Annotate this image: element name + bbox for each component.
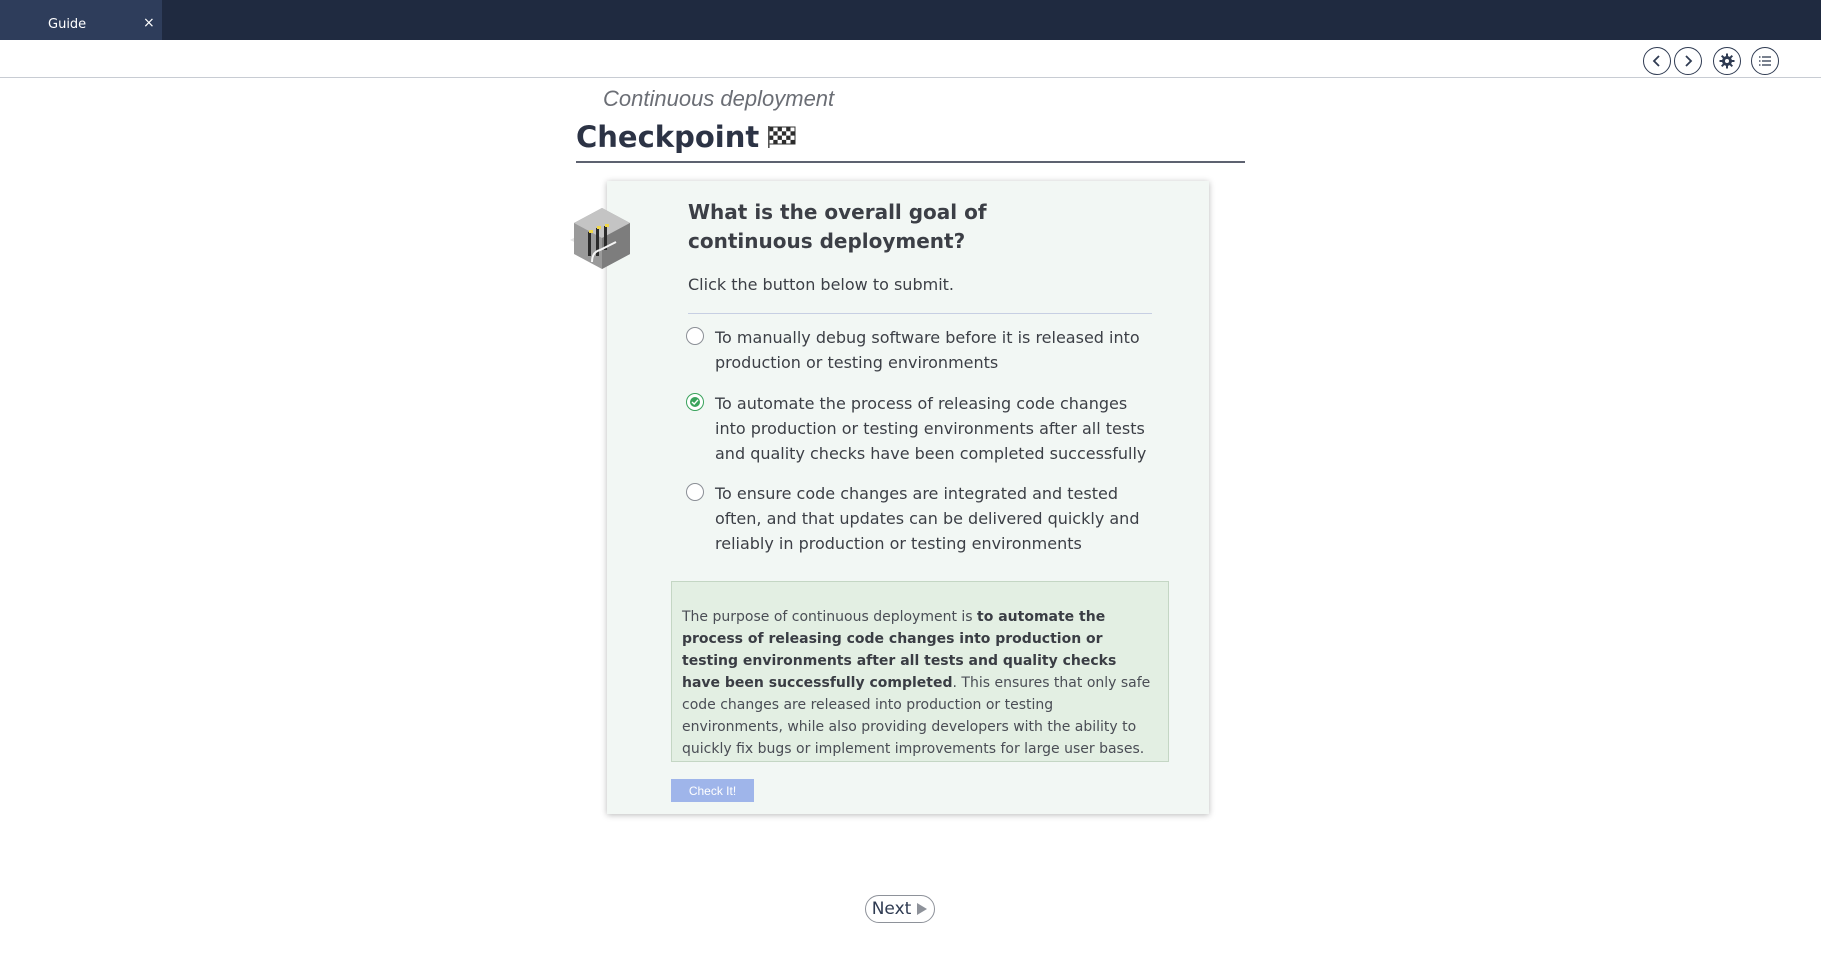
previous-button[interactable]: [1643, 47, 1671, 75]
tab-bar: [0, 0, 1821, 40]
page-title-text: Checkpoint: [576, 120, 760, 154]
menu-button[interactable]: [1751, 47, 1779, 75]
title-divider: [576, 161, 1245, 163]
chevron-left-icon: [1651, 55, 1663, 67]
answer-feedback: [671, 581, 1169, 762]
feedback-explanation: . This ensures that only safe code changes are released into production or testing environments, while also providing developers with the ability to quickly fix bugs or implement improvements for large user bases.: [682, 675, 1151, 757]
answer-option-label: To automate the process of releasing code changes into production or testing environments after all tests and quality checks have been completed successfully: [715, 394, 1147, 463]
forward-button[interactable]: [1674, 47, 1702, 75]
list-icon: [1758, 55, 1772, 67]
tab-label: Guide: [48, 17, 87, 32]
check-icon: [691, 398, 699, 406]
check-it-button[interactable]: Check It!: [671, 779, 754, 802]
toolbar: [0, 40, 1821, 78]
answer-option-label: To manually debug software before it is released into production or testing environments: [715, 328, 1140, 372]
section-subtitle: Continuous deployment: [603, 86, 835, 111]
checkered-flag-icon: [767, 125, 797, 149]
next-button-label: Next: [871, 899, 912, 919]
settings-button[interactable]: [1713, 47, 1741, 75]
next-button[interactable]: [865, 895, 935, 923]
feedback-prefix: The purpose of continuous deployment is: [682, 609, 978, 625]
answer-option-label: To ensure code changes are integrated and tested often, and that updates can be delivered quickly and reliably in production or testing environments: [715, 484, 1140, 553]
tab-guide[interactable]: [0, 0, 162, 40]
gear-icon: [1719, 53, 1735, 69]
chevron-right-icon: [1682, 55, 1694, 67]
page-title: [576, 120, 797, 154]
answer-option-1[interactable]: [686, 325, 1156, 375]
instruction-text: Click the button below to submit.: [688, 275, 954, 294]
checkpoint-badge-icon: [566, 206, 632, 270]
radio-button-selected[interactable]: [686, 393, 704, 411]
answer-option-2[interactable]: [686, 391, 1156, 466]
radio-button[interactable]: [686, 483, 704, 501]
close-icon[interactable]: ×: [143, 15, 155, 31]
radio-button[interactable]: [686, 327, 704, 345]
instruction-divider: [688, 313, 1152, 314]
play-icon: [916, 902, 928, 916]
feedback-answer: to automate the process of releasing code changes into production or testing environments after all tests and quality checks have been successfully completed: [682, 609, 1117, 691]
question-text: What is the overall goal of continuous deployment?: [688, 200, 987, 253]
answer-option-3[interactable]: [686, 481, 1156, 556]
